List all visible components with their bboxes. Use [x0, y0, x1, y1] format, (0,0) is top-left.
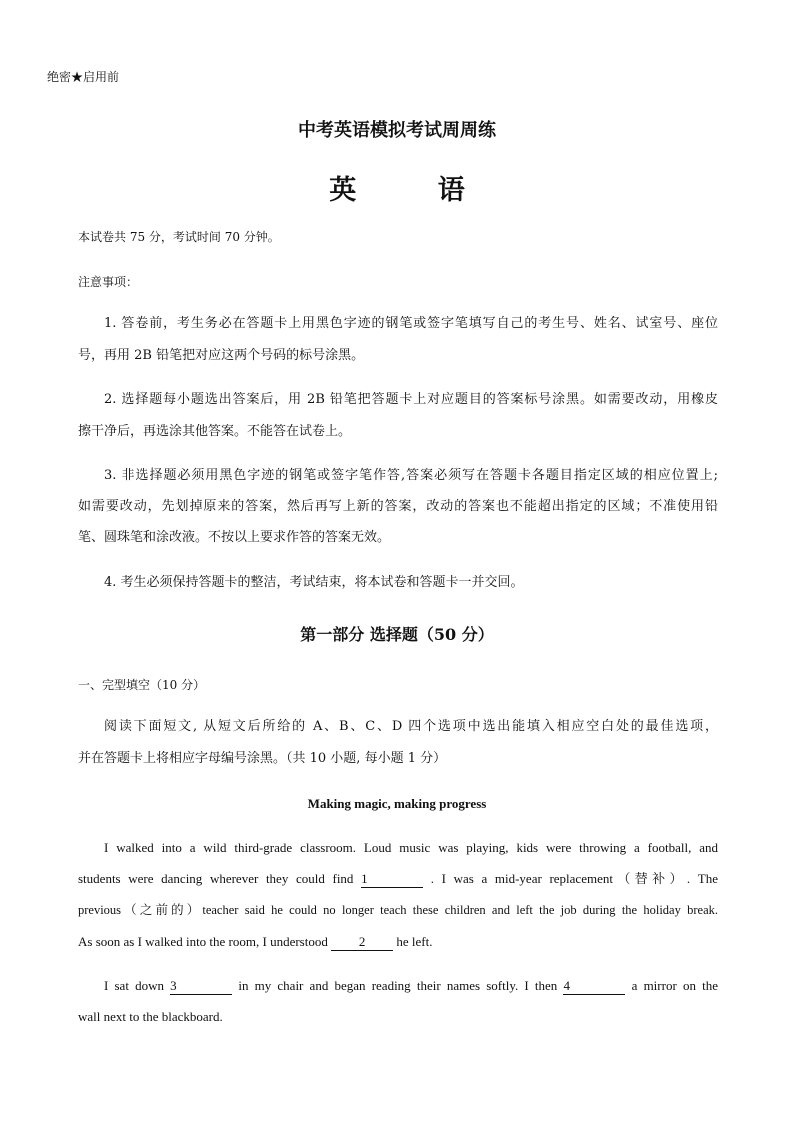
passage-text: in my chair and began reading their names softly. I then: [238, 978, 558, 993]
confidential-label: 绝密★启用前: [47, 70, 120, 84]
notice-heading: 注意事项：: [78, 275, 139, 289]
part-1-title: 第一部分 选择题（50 分）: [300, 625, 494, 644]
passage-text: As soon as I walked into the room, I understood: [78, 934, 328, 949]
passage-p1-line-2: [78, 869, 718, 889]
notice-item-4: 4. 考生必须保持答题卡的整洁，考试结束，将本试卷和答题卡一并交回。: [104, 575, 524, 590]
passage-p1-line-4: [78, 932, 718, 952]
blank-1: 1: [361, 871, 423, 888]
passage-text: I sat down: [104, 978, 164, 993]
instruction-line-1: 阅读下面短文, 从短文后所给的 A、B、C、D 四个选项中选出能填入相应空白处的最佳选项，: [104, 719, 718, 734]
passage-p2-line-1: [104, 976, 718, 996]
exam-info: 本试卷共 75 分，考试时间 70 分钟。: [78, 230, 280, 244]
instruction-line-2: 并在答题卡上将相应字母编号涂黑。（共 10 小题, 每小题 1 分）: [78, 751, 447, 766]
passage-text: a mirror on the: [631, 978, 718, 993]
page-title: 中考英语模拟考试周周练: [298, 120, 496, 141]
passage-text: . I was a mid-year replacement（替补）. The: [430, 871, 719, 886]
section-1-title: 一、完型填空（10 分）: [78, 678, 206, 692]
notice-item-1-line-2: 号，再用 2B 铅笔把对应这两个号码的标号涂黑。: [78, 348, 365, 363]
passage-text: he left.: [396, 934, 433, 949]
passage-p1-line-1: I walked into a wild third-grade classroom. Loud music was playing, kids were throwing a football, and: [104, 840, 718, 855]
passage-text: students were dancing wherever they could find: [78, 871, 354, 886]
blank-3: 3: [170, 978, 232, 995]
passage-title: Making magic, making progress: [307, 796, 487, 811]
notice-item-3-line-3: 笔、圆珠笔和涂改液。不按以上要求作答的答案无效。: [78, 530, 391, 545]
notice-item-2-line-2: 擦干净后，再选涂其他答案。不能答在试卷上。: [78, 424, 352, 439]
notice-item-2-line-1: 2. 选择题每小题选出答案后，用 2B 铅笔把答题卡上对应题目的答案标号涂黑。如需要改动，用橡皮: [104, 392, 718, 407]
notice-item-3-line-1: 3. 非选择题必须用黑色字迹的钢笔或签字笔作答,答案必须写在答题卡各题目指定区域的相应位置上;: [104, 468, 718, 483]
blank-4: 4: [563, 978, 625, 995]
passage-p1-line-3: previous（之前的）teacher said he could no longer teach these children and left the job during the holiday break.: [78, 903, 718, 917]
subject-heading: 英 语: [329, 175, 501, 206]
notice-item-1-line-1: 1. 答卷前，考生务必在答题卡上用黑色字迹的钢笔或签字笔填写自己的考生号、姓名、试室号、座位: [104, 316, 718, 331]
notice-item-3-line-2: 如需要改动，先划掉原来的答案，然后再写上新的答案，改动的答案也不能超出指定的区域；不准使用铅: [78, 499, 718, 514]
passage-p2-line-2: wall next to the blackboard.: [78, 1009, 223, 1024]
blank-2: 2: [331, 934, 393, 951]
